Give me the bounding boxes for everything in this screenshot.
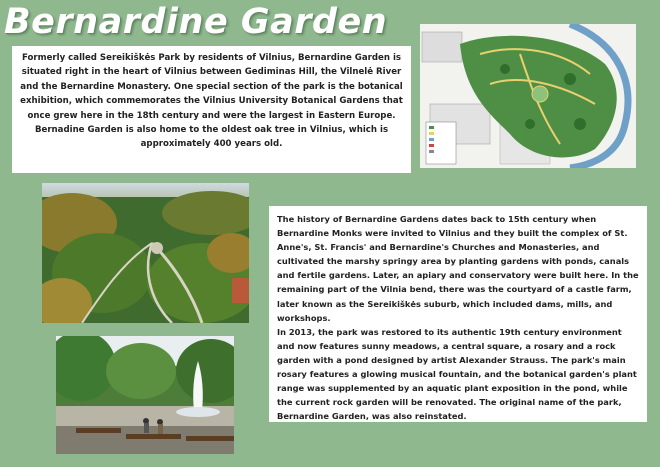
history-paragraph-1: The history of Bernardine Gardens dates back to 15th century when Bernardine Monks were invited to Vilnius and they built the complex of St. Anne's, St. Francis' and Bernardine's Churches and Monasteries, and cultivated the marshy springy area by planting gardens with ponds, canals and fertile gardens. Later, an apiary and conservatory were built here. In the remaining part of the Vilnia bend, there was the courtyard of a castle farm, later known as the Sereikiškės suburb, which included dams, mills, and workshops. [277,214,639,323]
aerial-park-photo [42,183,249,323]
page-title: Bernardine Garden [4,2,388,42]
intro-text: Formerly called Sereikiškės Park by residents of Vilnius, Bernardine Garden is situated right in the heart of Vilnius between Gediminas Hill, the Vilnelė River and the Bernardine Monastery. One special section of the park is the botanical exhibition, which commemorates the Vilnius University Botanical Gardens that once grew here in the 18th century and were the largest in Eastern Europe. Bernadine Garden is also home to the oldest oak tree in Vilnius, which is approximately 400 years old. [20,53,403,150]
history-paragraph-2: In 2013, the park was restored to its authentic 19th century environment and now features sunny meadows, a central square, a rosary and a rock garden with a pond designed by artist Alexander Strauss. The park's main rosary features a glowing musical fountain, and the botanical garden's plant range was supplemented by an aquatic plant exposition in the pond, while the current rock garden will be renovated. The original name of the park, Bernardine Garden, was also reinstated. [277,326,637,422]
intro-text-box [12,46,411,173]
history-text-box [269,206,647,422]
fountain-photo [56,336,234,454]
park-map-image [420,24,636,168]
